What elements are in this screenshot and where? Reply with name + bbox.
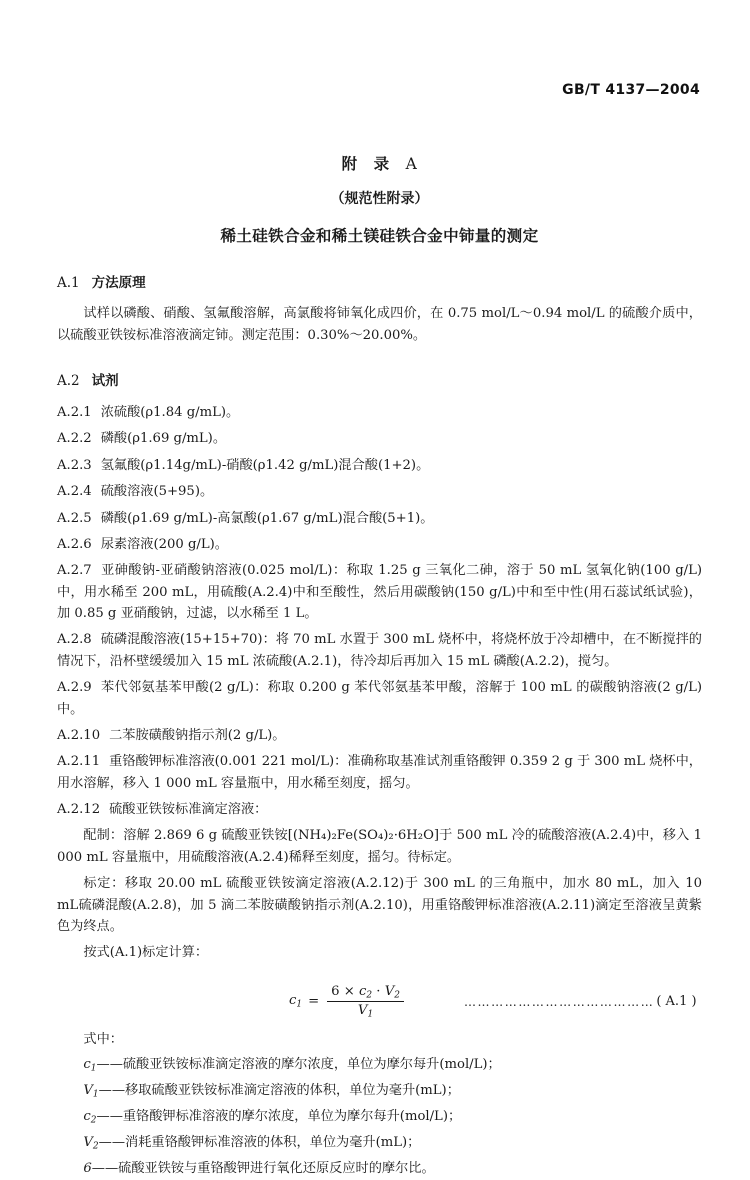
- reagent-item: [57, 534, 702, 555]
- formula-expression: [289, 984, 406, 1020]
- reagent-text: 磷酸(ρ1.69 g/mL)。: [100, 431, 227, 447]
- clause-title-a1: 方法原理: [91, 274, 146, 291]
- reagent-text: 苯代邻氨基苯甲酸(2 g/L)：称取 0.200 g 苯代邻氨基苯甲酸，溶解于 100 mL 的碳酸钠溶液(2 g/L)中。: [57, 680, 702, 717]
- reagent-text: 硫酸亚铁铵标准滴定溶液：: [109, 802, 268, 818]
- reagent-item: [57, 725, 702, 746]
- where-list: [57, 1029, 702, 1180]
- reagent-text: 亚砷酸钠-亚硝酸钠溶液(0.025 mol/L)：称取 1.25 g 三氧化二砷，溶于 50 mL 氢氧化钠(100 g/L)中，用水稀至 200 mL，用硫酸(A.2.4)中和至酸性，然后用碳酸钠(150 g/L)中和至中性(用石蕊试纸试验)，加 0.85 g 亚硝酸钠，过滤，以水稀至 1 L。: [57, 563, 702, 622]
- procedure-calc-lead: 按式(A.1)标定计算：: [83, 945, 209, 961]
- reagent-number: A.2.2: [57, 431, 92, 447]
- clause-number-a1: A.1: [57, 274, 80, 291]
- reagent-text: 硫酸溶液(5+95)。: [100, 484, 214, 500]
- reagent-text: 氢氟酸(ρ1.14g/mL)-硝酸(ρ1.42 g/mL)混合酸(1+2)。: [100, 457, 430, 473]
- reagent-text: 尿素溶液(200 g/L)。: [100, 536, 228, 552]
- where-symbol: $V_2$: [83, 1135, 99, 1152]
- where-symbol: $V_1$: [83, 1083, 99, 1100]
- clause-heading-a1: [57, 274, 702, 293]
- where-symbol: 6: [83, 1161, 92, 1177]
- where-item: [57, 1132, 702, 1154]
- reagent-text: 二苯胺磺酸钠指示剂(2 g/L)。: [109, 727, 286, 743]
- reagent-item: [57, 629, 702, 672]
- reagent-number: A.2.11: [57, 754, 101, 770]
- annex-heading: [57, 152, 702, 176]
- where-text: ——硫酸亚铁铵与重铬酸钾进行氧化还原反应时的摩尔比。: [91, 1161, 435, 1177]
- formula-denominator: $V_1$: [357, 1003, 374, 1020]
- where-text: ——重铬酸钾标准溶液的摩尔浓度，单位为摩尔每升(mol/L)；: [96, 1109, 462, 1125]
- reagent-item: [57, 481, 702, 502]
- reagent-number: A.2.9: [57, 680, 92, 696]
- where-item: [57, 1080, 702, 1102]
- standard-code: GB/T 4137—2004: [562, 82, 700, 98]
- where-text: ——移取硫酸亚铁铵标准滴定溶液的体积，单位为毫升(mL)；: [98, 1083, 460, 1099]
- clause-title-a2: 试剂: [91, 373, 119, 390]
- reagent-number: A.2.7: [57, 563, 92, 579]
- where-symbol: $c_2$: [83, 1109, 97, 1126]
- where-text: ——硫酸亚铁铵标准滴定溶液的摩尔浓度，单位为摩尔每升(mol/L)；: [96, 1057, 501, 1073]
- where-item: [57, 1158, 702, 1180]
- reagent-number: A.2.5: [57, 510, 92, 526]
- reagent-item: [57, 677, 702, 720]
- formula-a1: [57, 984, 702, 1020]
- formula-lhs: $c_1$: [289, 993, 303, 1010]
- annex-type: （规范性附录）: [330, 191, 429, 208]
- where-item: [57, 1054, 702, 1076]
- reagent-number: A.2.1: [57, 405, 92, 421]
- clause-a1-paragraph: 试样以磷酸、硝酸、氢氟酸溶解，高氯酸将铈氧化成四价，在 0.75 mol/L～0.94 mol/L 的硫酸介质中，以硫酸亚铁铵标准溶液滴定铈。测定范围：0.30%～20.00%。: [57, 306, 702, 343]
- reagent-number: A.2.4: [57, 484, 92, 500]
- formula-number: ( A.1 ): [656, 994, 697, 1010]
- annex-label-prefix: 附: [341, 154, 358, 173]
- reagent-number: A.2.10: [57, 727, 101, 743]
- reagent-item: [57, 799, 702, 820]
- reagent-item: [57, 560, 702, 624]
- clause-number-a2: A.2: [57, 373, 80, 390]
- where-lead: 式中：: [83, 1031, 123, 1047]
- formula-numerator: $6 \times c_2 \cdot V_2$: [327, 984, 404, 1003]
- reagent-number: A.2.12: [57, 802, 101, 818]
- annex-letter: A: [405, 155, 418, 173]
- reagent-text: 浓硫酸(ρ1.84 g/mL)。: [100, 405, 240, 421]
- formula-equals: =: [308, 994, 320, 1010]
- reagent-number: A.2.6: [57, 536, 92, 552]
- formula-fraction: [327, 984, 404, 1020]
- annex-title-text: 稀土硅铁合金和稀土镁硅铁合金中铈量的测定: [220, 226, 539, 246]
- reagent-text: 磷酸(ρ1.69 g/mL)-高氯酸(ρ1.67 g/mL)混合酸(5+1)。: [100, 510, 434, 526]
- formula-leader-dots: ……………………………………: [463, 994, 655, 1009]
- where-text: ——消耗重铬酸钾标准溶液的体积，单位为毫升(mL)；: [98, 1135, 421, 1151]
- procedure-prepare: 配制：溶解 2.869 6 g 硫酸亚铁铵[(NH₄)₂Fe(SO₄)₂·6H₂O]于 500 mL 冷的硫酸溶液(A.2.4)中，移入 1 000 mL 容量瓶中，用硫酸溶液(A.2.4)稀释至刻度，摇匀。待标定。: [57, 828, 702, 865]
- clause-heading-a2: [57, 372, 702, 391]
- reagent-number: A.2.3: [57, 457, 92, 473]
- reagent-number: A.2.8: [57, 632, 92, 648]
- where-symbol: $c_1$: [83, 1057, 97, 1074]
- reagent-item: [57, 455, 702, 476]
- reagent-text: 硫磷混酸溶液(15+15+70)：将 70 mL 水置于 300 mL 烧杯中，将烧杯放于冷却槽中，在不断搅拌的情况下，沿杯壁缓缓加入 15 mL 浓硫酸(A.2.1)，待冷却后再加入 15 mL 磷酸(A.2.2)，搅匀。: [57, 632, 702, 669]
- reagent-item: [57, 751, 702, 794]
- procedure-standardize: 标定：移取 20.00 mL 硫酸亚铁铵滴定溶液(A.2.12)于 300 mL 的三角瓶中，加水 80 mL，加入 10 mL硫磷混酸(A.2.8)，加 5 滴二苯胺磺酸钠指示剂(A.2.10)，用重铬酸钾标准溶液(A.2.11)滴定至溶液呈黄紫色为终点。: [57, 876, 702, 934]
- reagent-text: 重铬酸钾标准溶液(0.001 221 mol/L)：准确称取基准试剂重铬酸钾 0.359 2 g 于 300 mL 烧杯中，用水溶解，移入 1 000 mL 容量瓶中，用水稀至刻度，摇匀。: [57, 754, 702, 791]
- reagent-item: [57, 428, 702, 449]
- page-content: [57, 140, 702, 1180]
- reagent-item: [57, 508, 702, 529]
- reagent-item: [57, 402, 702, 423]
- annex-label-mid: 录: [373, 154, 390, 173]
- where-item: [57, 1106, 702, 1128]
- running-header: [57, 82, 700, 98]
